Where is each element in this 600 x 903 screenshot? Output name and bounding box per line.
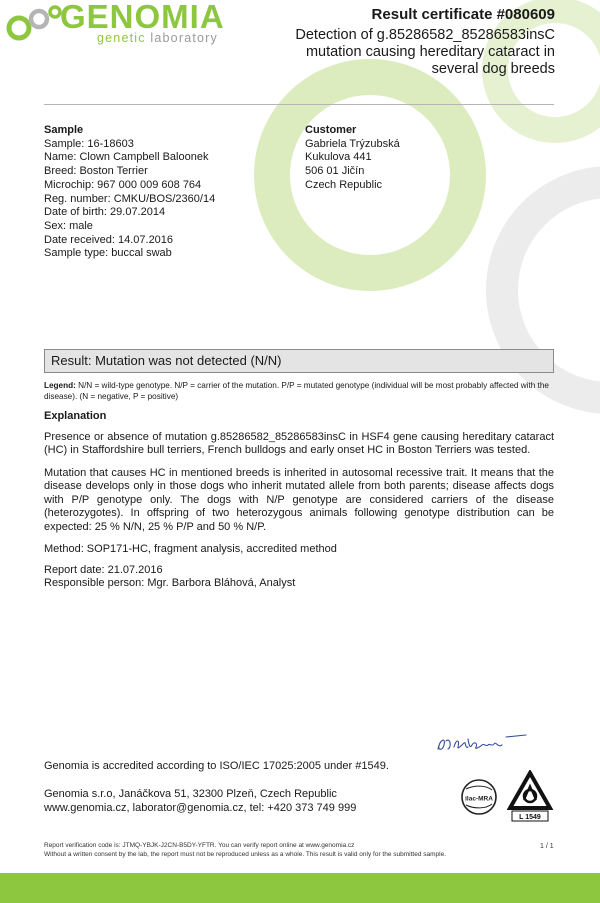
result-text: Result: Mutation was not detected (N/N)	[51, 353, 282, 368]
sample-line: Name: Clown Campbell Baloonek	[44, 151, 209, 164]
ilac-mra-logo-icon	[454, 778, 504, 816]
explanation-paragraph-1: Presence or absence of mutation g.85286582_85286583insC in HSF4 gene causing hereditary cataract (HC) in Staffordshire bull terriers, French bulldogs and early onset HC in Boston Terriers was tested.	[44, 431, 554, 457]
accreditation-text: Genomia is accredited according to ISO/IEC 17025:2005 under #1549.	[44, 760, 389, 772]
reproduction-notice: Without a written consent by the lab, the report must not be reproduced unless as a whole. This result is valid only for the submitted sample.	[44, 851, 447, 858]
footer-note	[44, 841, 514, 859]
sample-heading: Sample	[44, 124, 84, 136]
customer-line: Czech Republic	[305, 178, 383, 191]
logo-wordmark: GENOMIA	[60, 0, 225, 35]
sample-line: Breed: Boston Terrier	[44, 165, 148, 178]
legend-text: N/N = wild-type genotype. N/P = carrier of the mutation. P/P = mutated genotype (individual will be most probably affected with the disease). (N = negative, P = positive)	[44, 381, 549, 401]
svg-text:ilac-MRA: ilac-MRA	[465, 795, 493, 803]
method-line: Method: SOP171-HC, fragment analysis, accredited method	[44, 543, 337, 555]
sample-line: Sample type: buccal swab	[44, 247, 172, 260]
bottom-green-bar	[0, 873, 600, 903]
explanation-heading: Explanation	[44, 410, 107, 422]
report-date: Report date: 21.07.2016	[44, 564, 163, 576]
customer-line: 506 01 Jičín	[305, 165, 365, 178]
customer-section	[305, 124, 505, 193]
company-line-2: www.genomia.cz, laborator@genomia.cz, tel: +420 373 749 999	[44, 802, 357, 814]
sample-line: Sex: male	[44, 219, 93, 232]
legend-label: Legend:	[44, 381, 76, 390]
header-divider	[44, 104, 554, 105]
legend	[44, 380, 554, 402]
cia-accreditation-logo-icon	[507, 770, 553, 822]
sample-line: Microchip: 967 000 009 608 764	[44, 178, 202, 191]
sample-line: Date of birth: 29.07.2014	[44, 206, 166, 219]
customer-line: Kukulova 441	[305, 151, 372, 164]
logo-tagline	[97, 31, 218, 45]
responsible-person: Responsible person: Mgr. Barbora Bláhová, Analyst	[44, 577, 296, 590]
sample-line: Date received: 14.07.2016	[44, 233, 174, 246]
sample-section	[44, 124, 284, 261]
page-number: 1 / 1	[540, 843, 554, 850]
logo-tagline-laboratory: laboratory	[150, 31, 218, 45]
company-address	[44, 787, 424, 815]
cia-label: L 1549	[519, 814, 541, 821]
sample-line: Sample: 16-18603	[44, 137, 134, 150]
customer-line: Gabriela Trýzubská	[305, 137, 400, 150]
logo-mark-icon	[6, 4, 62, 46]
certificate-subtitle: Detection of g.85286582_85286583insC mutation causing hereditary cataract in several dog breeds	[295, 27, 555, 77]
logo-tagline-genetic: genetic	[97, 31, 146, 45]
company-line-1: Genomia s.r.o, Janáčkova 51, 32300 Plzeň, Czech Republic	[44, 788, 337, 800]
result-box	[44, 349, 554, 373]
report-info	[44, 564, 554, 591]
sample-line: Reg. number: CMKU/BOS/2360/14	[44, 192, 216, 205]
explanation-paragraph-2: Mutation that causes HC in mentioned breeds is inherited in autosomal recessive trait. It means that the disease develops only in those dogs who inherit mutated allele from both parents; disease affects dogs with P/P genotype only. The dogs with N/P genotype are considered carriers of the disease (heterozygotes). In offspring of two heterozygous animals following genotype distribution can be expected: 25 % N/N, 25 % P/P and 50 % N/P.	[44, 467, 554, 533]
signature-image	[432, 731, 532, 757]
verification-code-line: Report verification code is: JTMQ-YBJK-J2CN-B5DY-YFTR. You can verify report online at www.genomia.cz	[44, 842, 355, 849]
customer-heading: Customer	[305, 124, 357, 136]
certificate-title: Result certificate #080609	[371, 6, 555, 23]
